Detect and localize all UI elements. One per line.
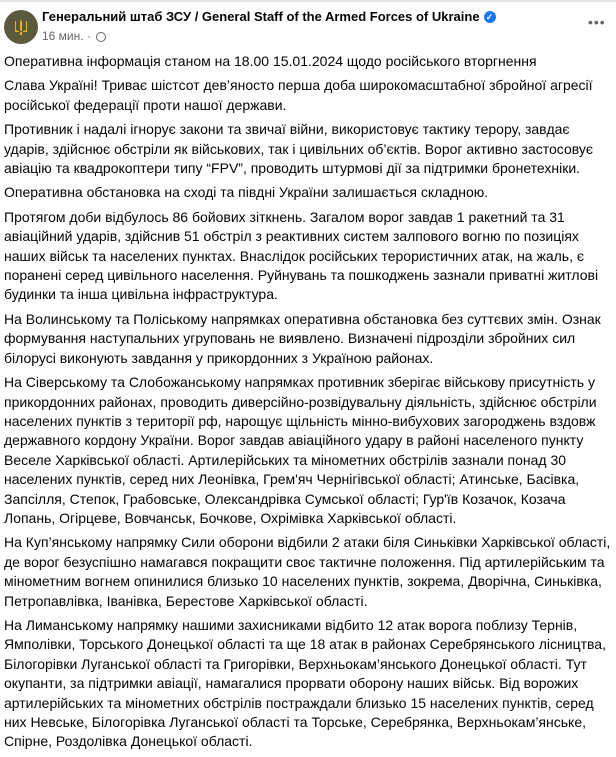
post-body	[4, 52, 612, 757]
post-meta	[42, 29, 106, 43]
top-divider	[0, 0, 616, 2]
meta-separator: ·	[86, 29, 91, 43]
post-text-line: Веселе Харківської області. Артилерійських та мінометних обстрілів зазнали понад 30	[4, 451, 567, 468]
author-name-text[interactable]: Генеральний штаб ЗСУ / General Staff of the Armed Forces of Ukraine	[42, 9, 480, 24]
post-paragraph	[4, 52, 612, 71]
post-paragraph	[4, 208, 612, 305]
post-text-line: будинки та інша цивільна інфраструктура.	[4, 286, 278, 303]
post-text-line: ударів, здійснює обстріли як військових, так і цивільних об’єктів. Ворог активно застосовує	[4, 140, 594, 157]
verified-badge-icon: ✓	[484, 11, 496, 23]
post-text-line: Протягом доби відбулось 86 бойових зіткнень. Загалом ворог завдав 1 ракетний та 31	[4, 208, 565, 225]
post-text-line: наших військ та населених пунктах. Внаслідок російських терористичних атак, на жаль, є	[4, 247, 585, 264]
post-text-line: артилерійських та мінометних обстрілів постраждали близько 15 населених пунктів, серед	[4, 694, 594, 711]
post-time[interactable]: 16 мин.	[42, 29, 84, 43]
post-text-line: населених пунктів з території рф, нарощує щільність мінно-вибухових загороджень вздовж	[4, 412, 596, 429]
post-text-line: населених пунктів, серед них Леонівка, Грем'яч Чернігівської області; Атинське, Басівка,	[4, 471, 580, 488]
globe-icon	[96, 32, 106, 42]
post-text-line: авіаційний ударів, здійснив 51 обстріл з реактивних систем залпового вогню по позиціях	[4, 228, 579, 245]
post-text-line: окупанти, за підтримки авіації, намагалися прорвати оборону наших військ. Від ворожих	[4, 675, 579, 692]
post-paragraph	[4, 120, 612, 178]
author-name[interactable]	[42, 9, 496, 24]
post-text-line: формування наступальних угруповань не виявлено. Визначені підрозділи збройних сил	[4, 330, 576, 347]
post-text-line: Запсілля, Степок, Грабовське, Олександрівка Сумської області; Гур'їв Козачок, Козача	[4, 490, 566, 507]
post-text-line: Оперативна інформація станом на 18.00 15.01.2024 щодо російського вторгнення	[4, 53, 537, 69]
post-text-line: прикордонних районах, проводить диверсійно-розвідувальну діяльність, здійснює обстріли	[4, 393, 597, 410]
post-text-line: Противник і надалі ігнорує закони та звичаї війни, використовує тактику терору, завдає	[4, 121, 570, 138]
more-options-icon[interactable]: •••	[588, 14, 606, 30]
trident-icon	[13, 18, 29, 36]
post-text-line: них Невське, Білогорівка Луганської області та Торське, Серебрянка, Верхньокам’янське,	[4, 714, 586, 730]
post-paragraph	[4, 183, 612, 202]
post-text-line: На Лиманському напрямку нашими захисниками відбито 12 атак ворога поблизу Тернів,	[4, 616, 578, 633]
post-text-line: Петропавлівка, Іванівка, Берестове Харківської області.	[4, 592, 368, 609]
post-text-line: На Волинському та Поліському напрямках оперативна обстановка без суттєвих змін. Ознак	[4, 310, 601, 327]
post-paragraph	[4, 533, 612, 611]
post-text-line: Слава Україні! Триває шістсот дев’яносто перша доба широкомасштабної збройної агресії	[4, 77, 593, 94]
post-text-line: На Сіверському та Слобожанському напрямках противник зберігає військову присутність у	[4, 374, 595, 391]
post-paragraph	[4, 76, 612, 115]
post-text-line: Оперативна обстановка на сході та півдні України залишається складною.	[4, 184, 489, 201]
post-paragraph	[4, 373, 612, 528]
avatar[interactable]	[4, 10, 38, 44]
post-text-line: російської федерації проти нашої держави.	[4, 96, 287, 113]
post-text-line: На Куп’янському напрямку Сили оборони відбили 2 атаки біля Синьківки Харківської області,	[4, 534, 611, 551]
post-text-line: де ворог безуспішно намагався покращити своє тактичне положення. Під артилерійським та	[4, 553, 605, 570]
post-text-line: Ямполівки, Торського Донецької області та ще 18 атак в районах Серебрянського лісництва,	[4, 636, 606, 653]
post-text-line: Білогорівки Луганської області та Григорівки, Верхньокам’янського Донецької області. Тут	[4, 655, 587, 672]
post-paragraph	[4, 310, 612, 368]
post-text-line: мінометним вогнем опинилися близько 10 населених пунктів, зокрема, Дворічна, Синьківка,	[4, 573, 602, 590]
post-text-line: поранені серед цивільного населення. Руйнувань та пошкоджень зазнали приватні житлові	[4, 267, 599, 284]
post-text-line: білорусі виконують завдання у прикордонних з Україною районах.	[4, 349, 434, 366]
post-text-line: Спірне, Роздолівка Донецької області.	[4, 733, 253, 750]
post-text-line: державного кордону України. Ворог завдав авіаційного удару в районі населеного пункту	[4, 432, 584, 449]
post-text-line: авіацію та квадрокоптери типу “FPV”, проводить штурмові дії за підтримки бронетехніки.	[4, 160, 581, 177]
post-text-line: Лопань, Огірцеве, Вовчанськ, Бочкове, Охрімівка Харківської області.	[4, 509, 457, 526]
post-paragraph	[4, 616, 612, 752]
